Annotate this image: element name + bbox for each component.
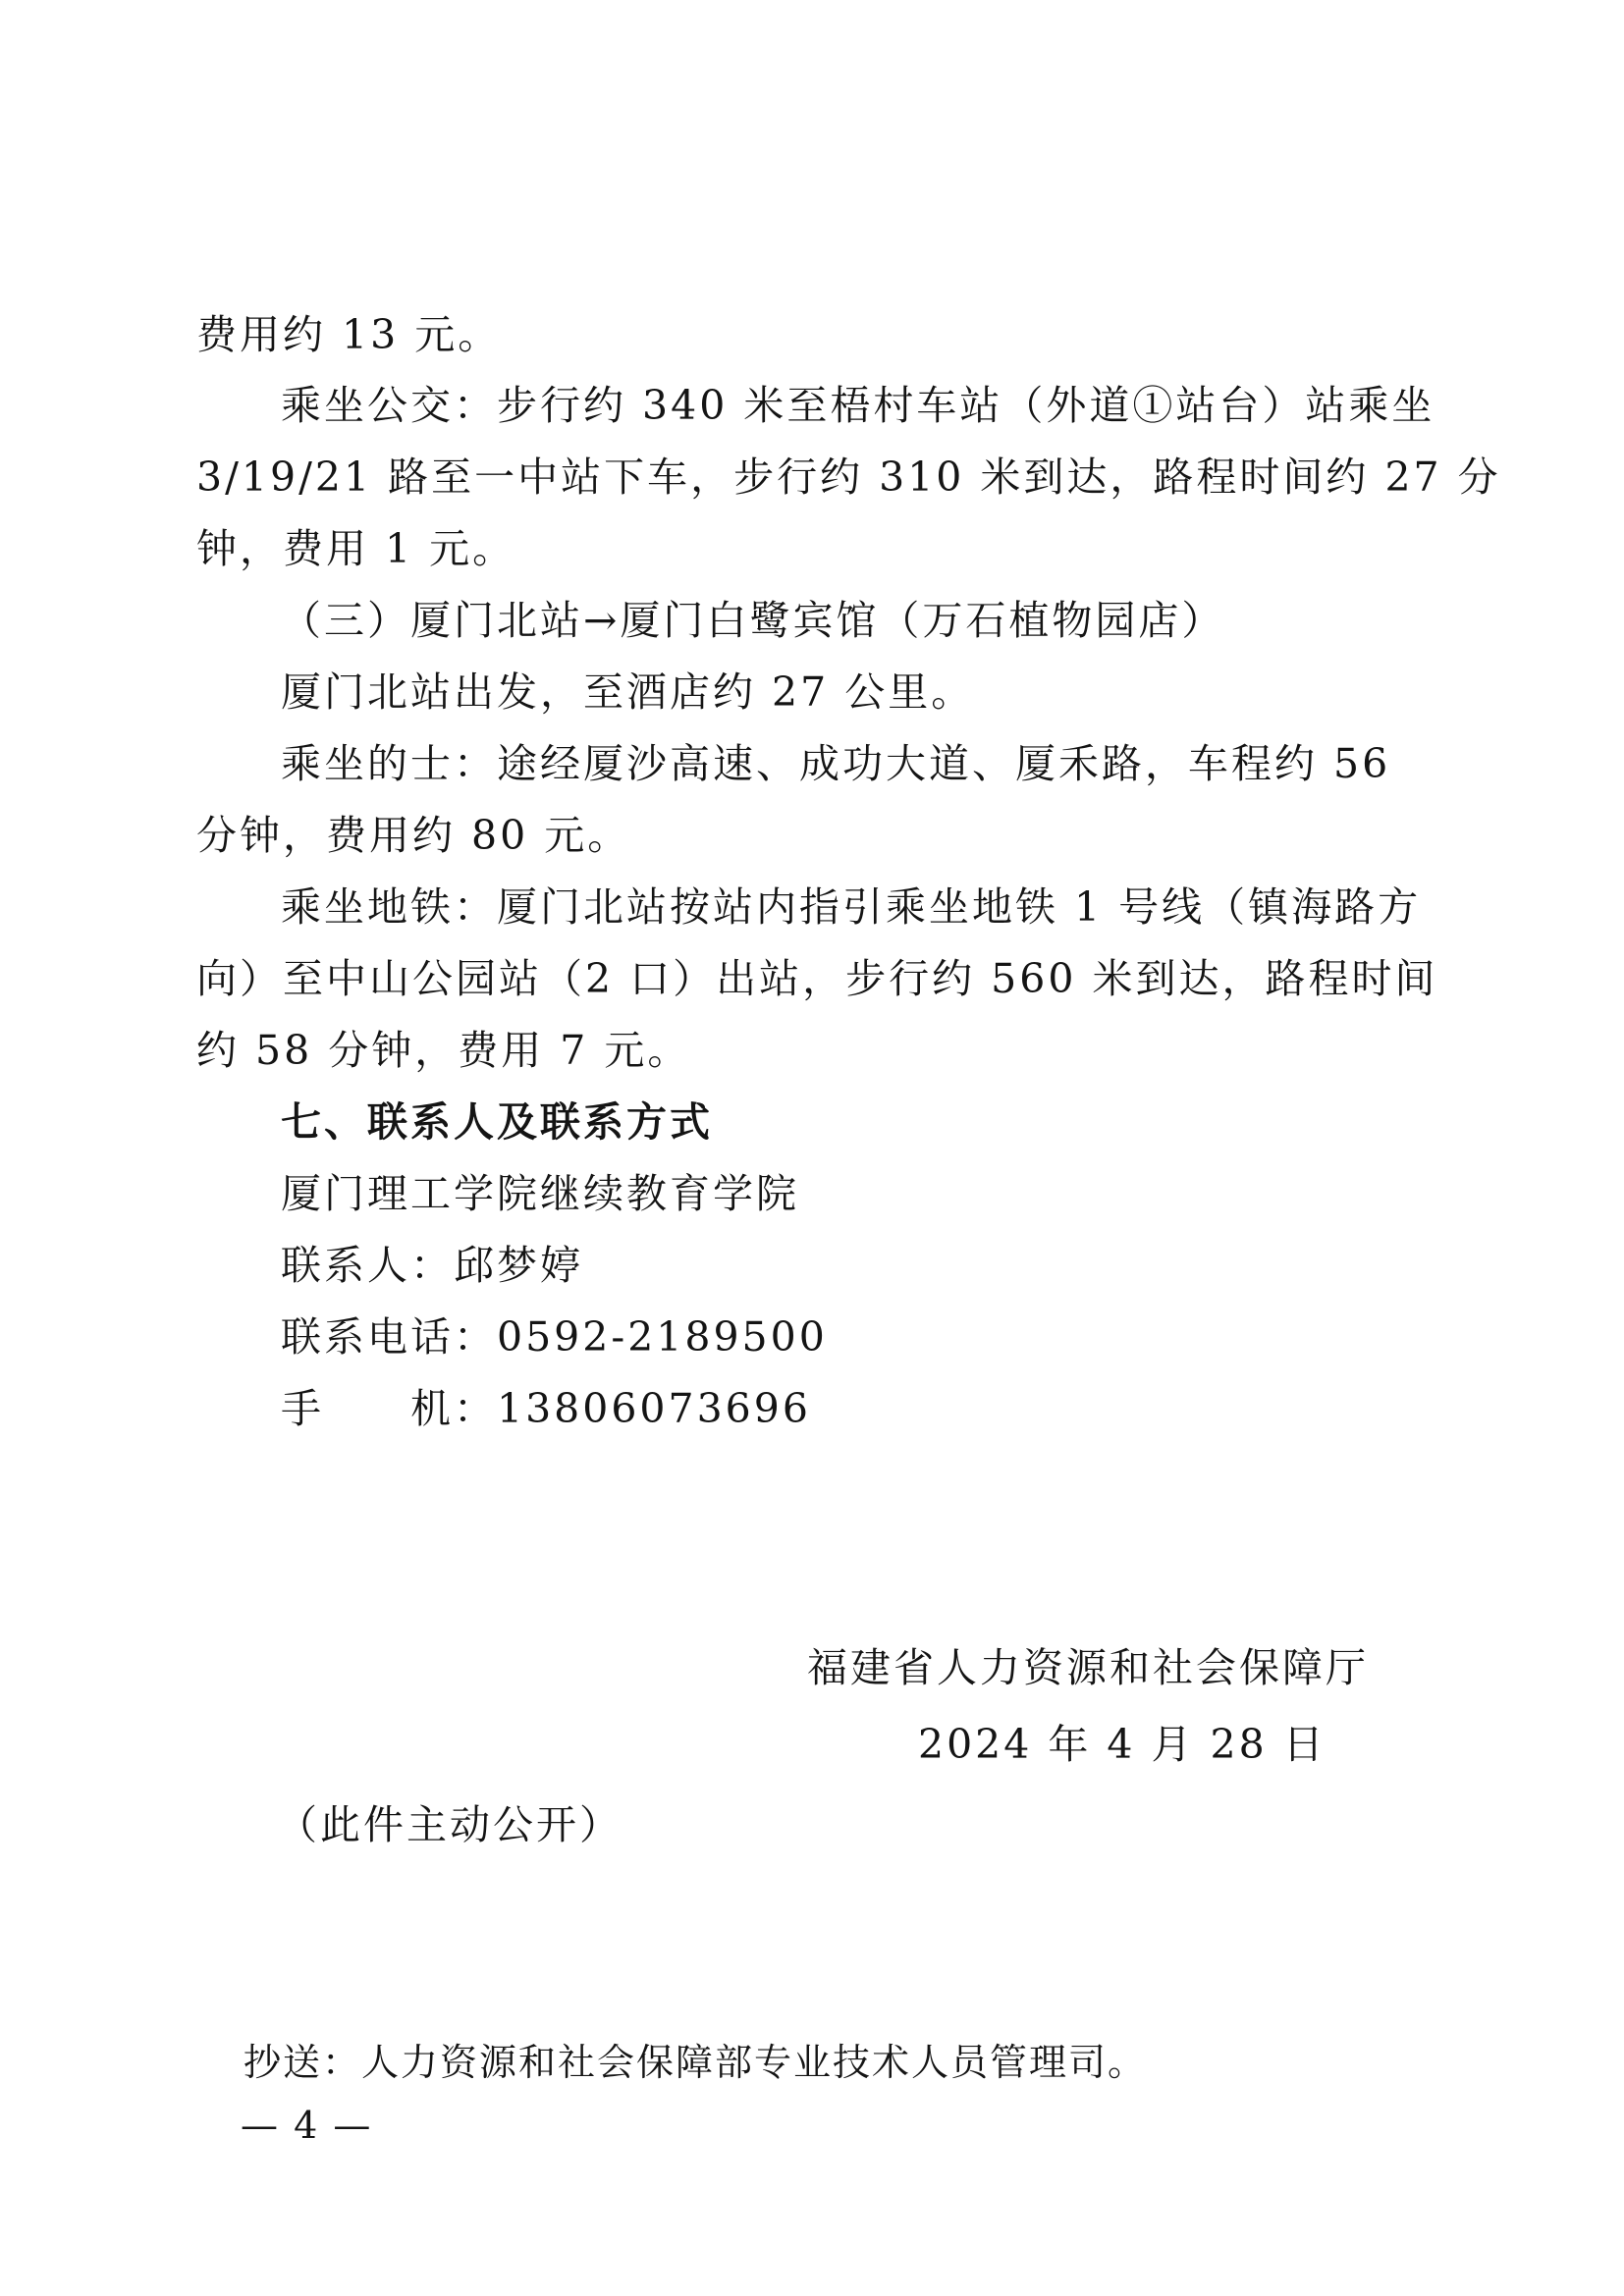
contact-phone: 联系电话：0592-2189500	[281, 1313, 828, 1361]
cc-note: 抄送：人力资源和社会保障部专业技术人员管理司。	[244, 2041, 1148, 2084]
issue-date: 2024 年 4 月 28 日	[918, 1721, 1326, 1768]
route-3-distance: 厦门北站出发，至酒店约 27 公里。	[281, 668, 975, 716]
taxi-fee-continuation: 费用约 13 元。	[196, 311, 502, 358]
organization-name: 厦门理工学院继续教育学院	[281, 1170, 799, 1217]
mobile-number: 手 机：13806073696	[281, 1385, 811, 1432]
metro-route-line-2: 向）至中山公园站（2 口）出站，步行约 560 米到达，路程时间	[196, 955, 1438, 1002]
bus-route-line-2: 3/19/21 路至一中站下车，步行约 310 米到达，路程时间约 27 分	[196, 454, 1501, 501]
route-3-heading: （三）厦门北站→厦门白鹭宾馆（万石植物园店）	[281, 597, 1225, 644]
disclosure-note: （此件主动公开）	[277, 1801, 623, 1848]
issuer-name: 福建省人力资源和社会保障厅	[807, 1644, 1369, 1691]
taxi-route-line-2: 分钟，费用约 80 元。	[196, 812, 631, 859]
bus-route-line-3: 钟，费用 1 元。	[196, 525, 516, 572]
metro-route-line-3: 约 58 分钟，费用 7 元。	[196, 1027, 691, 1074]
page-number: — 4 —	[241, 2104, 373, 2147]
contact-person: 联系人：邱梦婷	[281, 1242, 583, 1289]
bus-route-line-1: 乘坐公交：步行约 340 米至梧村车站（外道①站台）站乘坐	[281, 382, 1435, 429]
taxi-route-line-1: 乘坐的士：途经厦沙高速、成功大道、厦禾路，车程约 56	[281, 740, 1391, 787]
section-7-heading: 七、联系人及联系方式	[281, 1098, 713, 1146]
metro-route-line-1: 乘坐地铁：厦门北站按站内指引乘坐地铁 1 号线（镇海路方	[281, 883, 1422, 931]
